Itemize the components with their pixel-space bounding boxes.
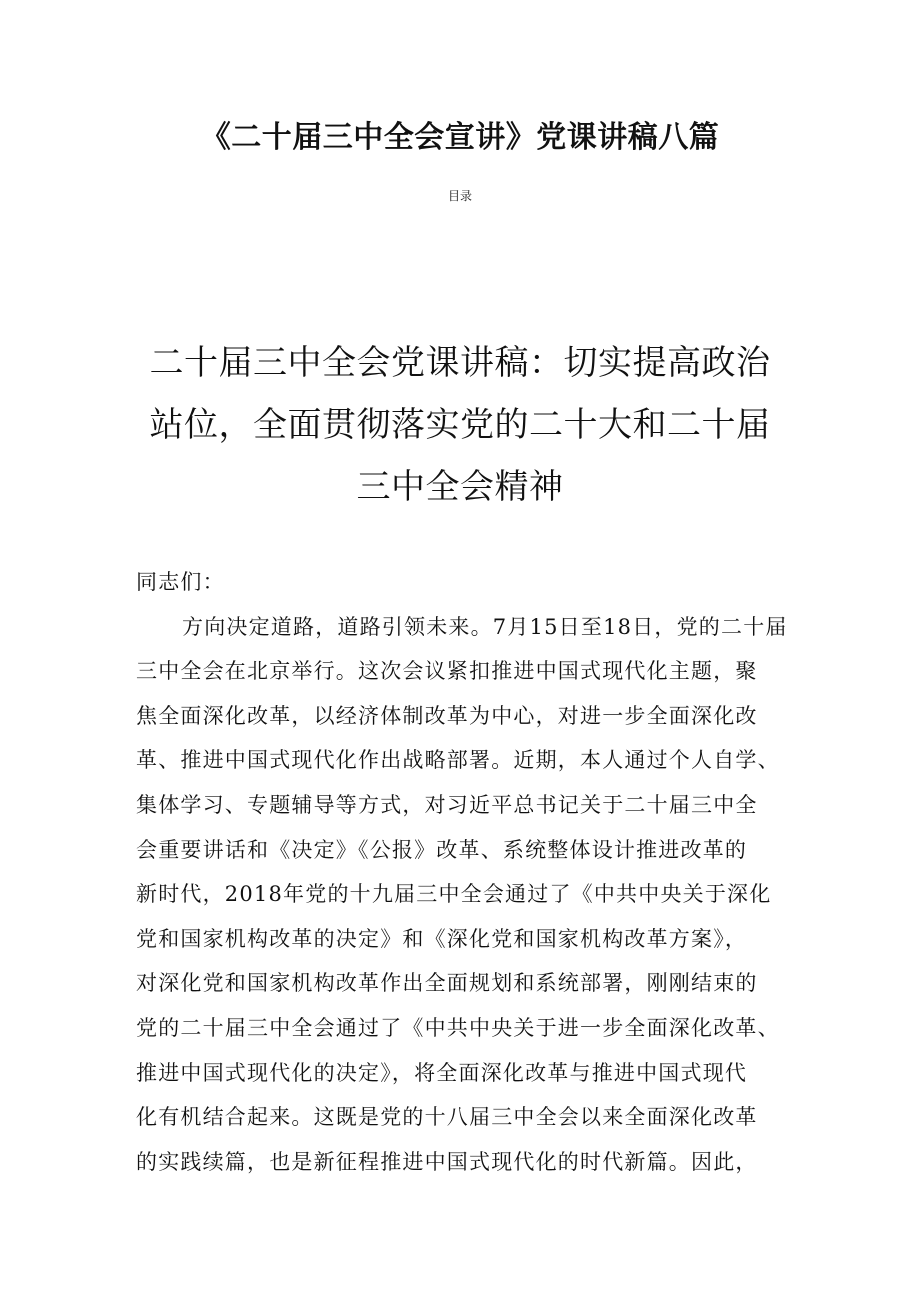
paragraph-line: 的实践续篇，也是新征程推进中国式现代化的时代新篇。因此， <box>136 1149 758 1174</box>
paragraph-line: 三中全会在北京举行。这次会议紧扣推进中国式现代化主题，聚 <box>136 659 758 684</box>
paragraph-line: 焦全面深化改革，以经济体制改革为中心，对进一步全面深化改 <box>136 703 758 728</box>
section-heading <box>100 332 820 518</box>
paragraph-line: 推进中国式现代化的决定》，将全面深化改革与推进中国式现代 <box>136 1060 748 1085</box>
paragraph-line: 集体学习、专题辅导等方式，对习近平总书记关于二十届三中全 <box>136 792 758 817</box>
section-heading-line: 站位，全面贯彻落实党的二十大和二十届 <box>149 405 771 445</box>
paragraph-line: 新时代，2018年党的十九届三中全会通过了《中共中央关于深化 <box>136 882 772 907</box>
paragraph-line: 党的二十届三中全会通过了《中共中央关于进一步全面深化改革、 <box>136 1015 780 1040</box>
salutation: 同志们： <box>136 570 225 594</box>
paragraph-line-text: 方向决定道路，道路引领未来。7月15日至18日，党的二十届 <box>182 614 788 639</box>
paragraph-line: 化有机结合起来。这既是党的十八届三中全会以来全面深化改革 <box>136 1105 758 1130</box>
table-of-contents-label: 目录 <box>447 189 472 203</box>
paragraph-line: 对深化党和国家机构改革作出全面规划和系统部署，刚刚结束的 <box>136 971 758 996</box>
paragraph-line <box>136 605 796 650</box>
document-title: 《二十届三中全会宣讲》党课讲稿八篇 <box>200 120 720 155</box>
section-heading-line: 三中全会精神 <box>356 467 564 507</box>
paragraph-line: 会重要讲话和《决定》《公报》改革、系统整体设计推进改革的 <box>136 837 748 862</box>
body-text <box>136 560 796 1184</box>
paragraph-line: 革、推进中国式现代化作出战略部署。近期，本人通过个人自学、 <box>136 748 780 773</box>
section-heading-line: 二十届三中全会党课讲稿：切实提高政治 <box>149 343 771 383</box>
paragraph-line: 党和国家机构改革的决定》和《深化党和国家机构改革方案》， <box>136 926 748 951</box>
